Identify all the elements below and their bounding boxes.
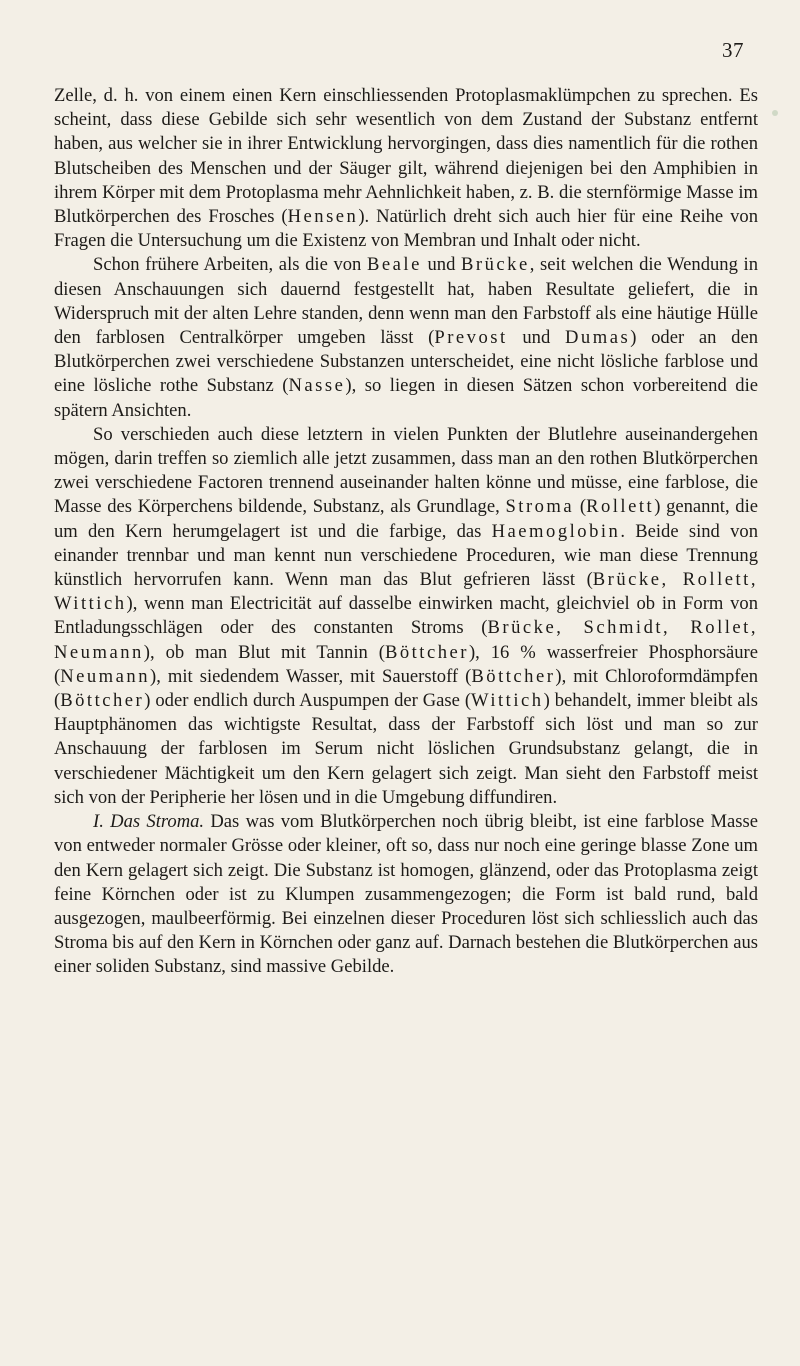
page-number: 37: [722, 38, 744, 62]
author-name: Böttcher: [384, 641, 469, 663]
text-run: ) oder an den Blutkörperchen zwei verschiedene Substanzen unterscheidet, eine nicht lösliche farblose und eine lösliche rothe Substanz (: [54, 327, 759, 397]
text-run: ), 16 % wasserfreier Phosphorsäure (: [54, 641, 758, 687]
text-run: und: [507, 327, 565, 349]
author-name: Böttcher: [60, 690, 145, 712]
text-run: (: [574, 496, 587, 518]
text-run: , seit welchen die Wendung in diesen Anschauungen sich dauernd festgestellt hat, haben Resultate geliefert, die in Widerspruch mit der alten Lehre standen, denn wenn man den Farbstoff als eine häutige Hülle den farblosen Centralkörper umgeben lässt (: [54, 254, 759, 349]
text-run: So verschieden auch diese letztern in vielen Punkten der Blutlehre auseinandergehen mögen, darin treffen so ziemlich alle jetzt zusammen, dass man an den rothen Blutkörperchen zwei verschiedene Factoren trennend auseinander halten könne und müsse, eine farblose, die Masse des Körperchens bildende, Substanz, als Grundlage,: [54, 423, 758, 518]
text-run: Zelle, d. h. von einem einen Kern einschliessenden Protoplasmaklümpchen zu sprechen. Es scheint, dass diese Gebilde sich sehr wesentlich von dem Zustand der Substanz entfernt haben, aus welcher sie in ihrer Entwicklung hervorgingen, dass dies namentlich für die rothen Blutscheiben des Menschen und der Säuger gilt, während diejenigen bei den Amphibien in ihrem Körper mit dem Protoplasma mehr Aehnlichkeit haben, z. B. die sternförmige Masse im Blutkörperchen des Frosches (: [54, 85, 758, 228]
text-run: Schon frühere Arbeiten, als die von: [93, 254, 368, 276]
author-name: Dumas: [565, 327, 631, 349]
text-run: ) behandelt, immer bleibt als Hauptphänomen das wichtigste Resultat, dass der Farbstoff sich löst und man so zur Anschauung der farblosen im Serum nicht löslichen Grundsubstanz gelangt, die in verschiedener Mächtigkeit um den Kern gelagert sich zeigt. Man sieht den Farbstoff meist sich von der Peripherie her lösen und in die Umgebung diffundiren.: [54, 690, 758, 808]
author-name: Brücke, Rollett, Wittich: [54, 569, 758, 615]
text-run: ) oder endlich durch Auspumpen der Gase (: [144, 690, 472, 712]
paragraph: [54, 810, 758, 979]
text-run: ), mit siedendem Wasser, mit Sauerstoff (: [150, 665, 472, 687]
text-run: ) genannt, die um den Kern herumgelagert ist und die farbige, das: [54, 496, 759, 542]
page-edge-mark: [772, 110, 778, 116]
author-name: Stroma: [505, 496, 575, 518]
section-heading: I. Das Stroma.: [93, 811, 205, 833]
body-text: [54, 84, 758, 980]
text-run: ), mit Chloroformdämpfen (: [54, 665, 759, 712]
author-name: Prevost: [434, 327, 508, 349]
text-run: Das was vom Blutkörperchen noch übrig bleibt, ist eine farblose Masse von entweder normaler Grösse oder kleiner, oft so, dass nur noch eine geringe blasse Zone um den Kern gelagert sich zeigt. Die Substanz ist homogen, glänzend, oder das Protoplasma zeigt feine Körnchen oder ist zu Klumpen zusammengezogen; die Form ist bald rund, bald ausgezogen, maulbeerförmig. Bei einzelnen dieser Proceduren löst sich schliesslich auch das Stroma bis auf den Kern in Körnchen oder ganz auf. Darnach bestehen die Blutkörperchen aus einer soliden Substanz, sind massive Gebilde.: [54, 811, 759, 978]
paragraph: [54, 423, 758, 810]
text-run: ). Natürlich dreht sich auch hier für eine Reihe von Fragen die Untersuchung um die Existenz von Membran und Inhalt oder nicht.: [54, 206, 759, 252]
text-run: ), wenn man Electricität auf dasselbe einwirken macht, gleichviel ob in Form von Entladungsschlägen oder des constanten Stroms (: [54, 593, 758, 639]
text-run: ), so liegen in diesen Sätzen schon vorbereitend die spätern Ansichten.: [54, 375, 758, 421]
author-name: Neumann: [60, 665, 150, 687]
author-name: Rollett: [586, 496, 655, 518]
author-name: Böttcher: [471, 665, 556, 687]
text-run: ), ob man Blut mit Tannin (: [143, 641, 385, 663]
author-name: Nasse: [288, 375, 346, 397]
author-name: Brücke: [461, 254, 530, 276]
text-run: und: [421, 254, 462, 276]
paragraph: [54, 253, 758, 422]
author-name: Wittich: [471, 690, 544, 712]
author-name: Brücke, Schmidt, Rollet, Neumann: [54, 617, 758, 663]
author-name: Haemoglobin: [491, 520, 621, 542]
text-run: . Beide sind von einander trennbar und man kennt nun verschiedene Proceduren, wie man diese Trennung künstlich hervorrufen kann. Wenn man das Blut gefrieren lässt (: [54, 520, 758, 591]
author-name: Beale: [367, 254, 422, 276]
paragraph: [54, 84, 758, 253]
author-name: Hensen: [287, 206, 359, 228]
